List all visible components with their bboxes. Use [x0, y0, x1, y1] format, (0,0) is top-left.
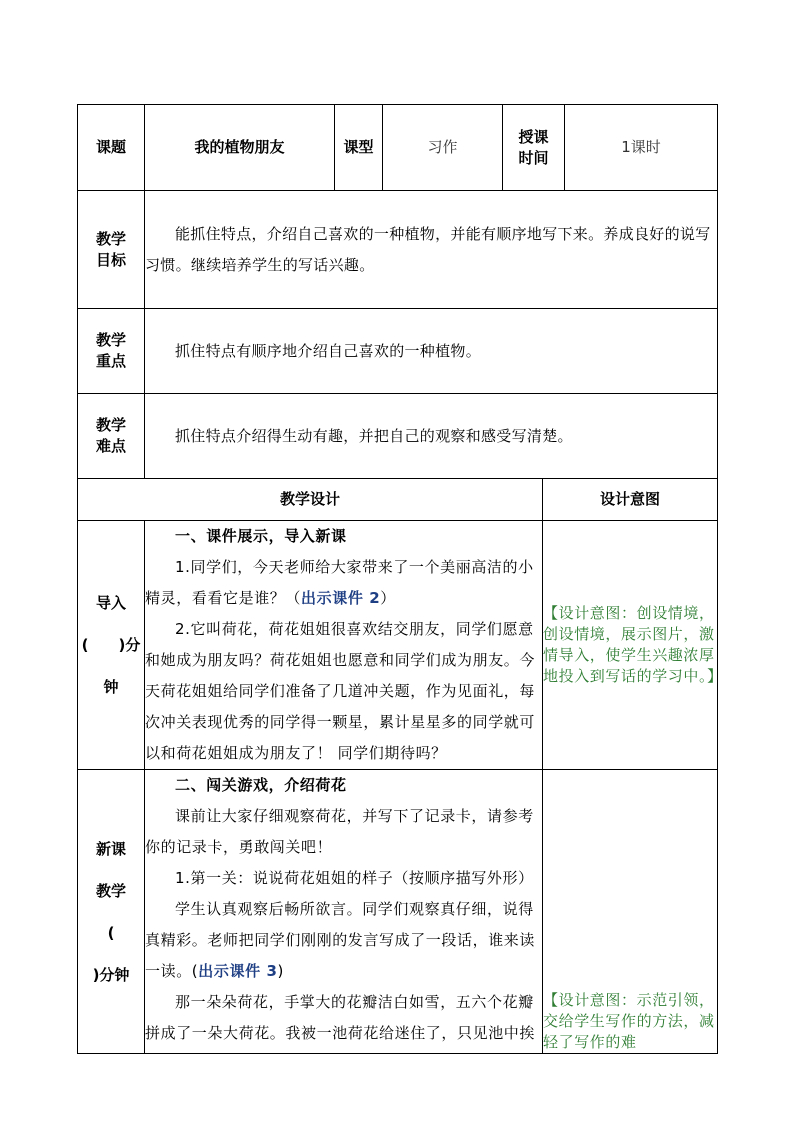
lesson-plan-table: [77, 104, 723, 1054]
goals-label-line-1: 教学: [95, 229, 126, 248]
new-lesson-label-line-1: 新课: [95, 839, 126, 858]
intro-label: [78, 521, 145, 770]
goals-label: [78, 191, 145, 309]
intro-p1-ref: 出示课件 2: [301, 589, 381, 607]
intro-body: [145, 521, 543, 770]
new-lesson-label-line-2: 教学: [95, 881, 126, 900]
difficulty-text-cell: [145, 394, 718, 479]
intro-row: [78, 521, 718, 770]
time-label-line-2: 时间: [518, 148, 549, 167]
new-lesson-row: [78, 770, 718, 1054]
intent-header: 设计意图: [543, 479, 718, 521]
time-label-line-1: 授课: [518, 127, 549, 146]
new-lesson-p3-text: 学生认真观察后畅所欲言。同学们观察真仔细，说得真精彩。老师把同学们刚刚的发言写成了一段话，谁来读一读。(: [145, 900, 536, 980]
goals-label-line-2: 目标: [95, 250, 126, 269]
design-header: 教学设计: [78, 479, 543, 521]
focus-row: [78, 309, 718, 394]
intro-paragraph-1: [145, 552, 542, 614]
new-lesson-paragraph-4: 那一朵朵荷花，手掌大的花瓣洁白如雪，五六个花瓣拼成了一朵大荷花。我被一池荷花给迷住了，只见池中挨: [145, 993, 536, 1042]
intro-p1-close: ）: [380, 589, 396, 607]
new-lesson-label: [78, 770, 145, 1054]
new-lesson-heading: 二、闯关游戏，介绍荷花: [175, 776, 347, 794]
new-lesson-label-line-4: )分钟: [92, 965, 130, 984]
focus-label: [78, 309, 145, 394]
type-label: 课型: [335, 105, 383, 191]
focus-label-line-2: 重点: [95, 352, 126, 370]
intro-paragraph-2: 2.它叫荷花，荷花姐姐很喜欢结交朋友，同学们愿意和她成为朋友吗？荷花姐姐也愿意和同学们成为朋友。今天荷花姐姐给同学们准备了几道冲关题，作为见面礼，每次冲关表现优秀的同学得一颗星，累计星星多的同学就可以和荷花姐姐成为朋友了！ 同学们期待吗？: [145, 620, 536, 762]
new-lesson-paragraph-3: [145, 894, 542, 987]
new-lesson-p3-close: ): [277, 962, 284, 980]
new-lesson-paragraph-2: 1.第一关：说说荷花姐姐的样子（按顺序描写外形）: [175, 869, 534, 887]
difficulty-label: [78, 394, 145, 479]
difficulty-text: 抓住特点介绍得生动有趣，并把自己的观察和感受写清楚。: [175, 426, 573, 445]
goals-text: 能抓住特点，介绍自己喜欢的一种植物，并能有顺序地写下来。养成良好的说写习惯。继续培养学生的写话兴趣。: [145, 224, 711, 274]
goals-row: [78, 191, 718, 309]
time-label: [503, 105, 565, 191]
new-lesson-p3-ref: 出示课件 3: [198, 962, 278, 980]
intro-p1-text: 1.同学们，今天老师给大家带来了一个美丽高洁的小精灵，看看它是谁？（: [145, 558, 534, 607]
focus-label-line-1: 教学: [95, 331, 126, 349]
difficulty-row: [78, 394, 718, 479]
intro-intent: 【设计意图：创设情境，创设情境，展示图片，激情导入，使学生兴趣浓厚地投入到写话的学习中。】: [543, 521, 718, 770]
new-lesson-body: [145, 770, 543, 1054]
focus-text: 抓住特点有顺序地介绍自己喜欢的一种植物。: [175, 341, 482, 360]
time-value: 1课时: [565, 105, 718, 191]
topic-value: 我的植物朋友: [145, 105, 335, 191]
intro-label-line-3: 钟: [103, 678, 119, 696]
new-lesson-intent: 【设计意图：示范引领，交给学生写作的方法，减轻了写作的难: [543, 770, 718, 1054]
new-lesson-paragraph-1: 课前让大家仔细观察荷花，并写下了记录卡，请参考你的记录卡，勇敢闯关吧！: [145, 807, 534, 856]
difficulty-label-line-1: 教学: [95, 416, 126, 434]
intro-label-line-2: ( )分: [81, 636, 141, 654]
focus-text-cell: [145, 309, 718, 394]
design-header-row: [78, 479, 718, 521]
header-row: [78, 105, 718, 191]
new-lesson-label-line-3: (: [107, 923, 115, 942]
goals-text-cell: [145, 191, 718, 309]
topic-label: 课题: [78, 105, 145, 191]
type-value: 习作: [383, 105, 503, 191]
intro-heading: 一、课件展示，导入新课: [175, 527, 347, 545]
difficulty-label-line-2: 难点: [95, 437, 126, 455]
intro-label-line-1: 导入: [95, 594, 126, 612]
